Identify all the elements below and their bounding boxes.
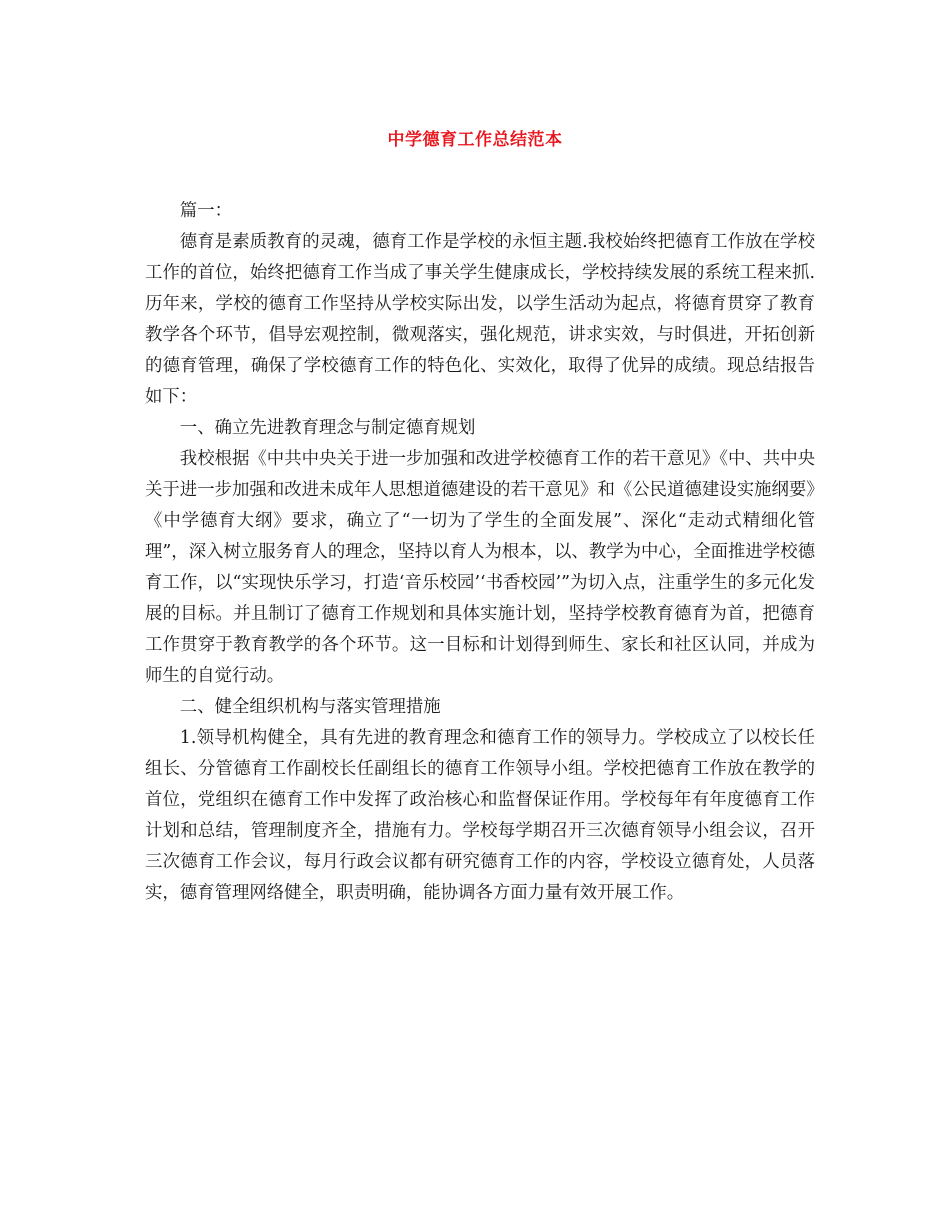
section-heading-2: 二、健全组织机构与落实管理措施	[179, 697, 441, 717]
paragraph-section-2: 1.领导机构健全，具有先进的教育理念和德育工作的领导力。学校成立了以校长任组长、分管德育工作副校长任副组长的德育工作领导小组。学校把德育工作放在教学的首位，党组织在德育工作中发挥了政治核心和监督保证作用。学校每年有年度德育工作计划和总结，管理制度齐全，措施有力。学校每学期召开三次德育领导小组会议，召开三次德育工作会议，每月行政会议都有研究德育工作的内容，学校设立德育处，人员落实，德育管理网络健全，职责明确，能协调各方面力量有效开展工作。	[145, 728, 815, 903]
paragraph-intro-label: 篇一：	[179, 201, 232, 221]
document-body	[145, 196, 815, 909]
paragraph-intro: 德育是素质教育的灵魂，德育工作是学校的永恒主题.我校始终把德育工作放在学校工作的首位，始终把德育工作当成了事关学生健康成长，学校持续发展的系统工程来抓.历年来，学校的德育工作坚持从学校实际出发，以学生活动为起点，将德育贯穿了教育教学各个环节，倡导宏观控制，微观落实，强化规范，讲求实效，与时俱进，开拓创新的德育管理，确保了学校德育工作的特色化、实效化，取得了优异的成绩。现总结报告如下：	[145, 232, 815, 407]
section-heading-1: 一、确立先进教育理念与制定德育规划	[179, 418, 476, 438]
paragraph-section-1: 我校根据《中共中央关于进一步加强和改进学校德育工作的若干意见》《中、共中央关于进一步加强和改进未成年人思想道德建设的若干意见》和《公民道德建设实施纲要》《中学德育大纲》要求，确立了“一切为了学生的全面发展”、深化“走动式精细化管理”，深入树立服务育人的理念，坚持以育人为根本，以、教学为中心，全面推进学校德育工作，以“实现快乐学习，打造‘音乐校园’‘书香校园’”为切入点，注重学生的多元化发展的目标。并且制订了德育工作规划和具体实施计划，坚持学校教育德育为首，把德育工作贯穿于教育教学的各个环节。这一目标和计划得到师生、家长和社区认同，并成为师生的自觉行动。	[145, 449, 815, 686]
document-title: 中学德育工作总结范本	[387, 130, 563, 150]
